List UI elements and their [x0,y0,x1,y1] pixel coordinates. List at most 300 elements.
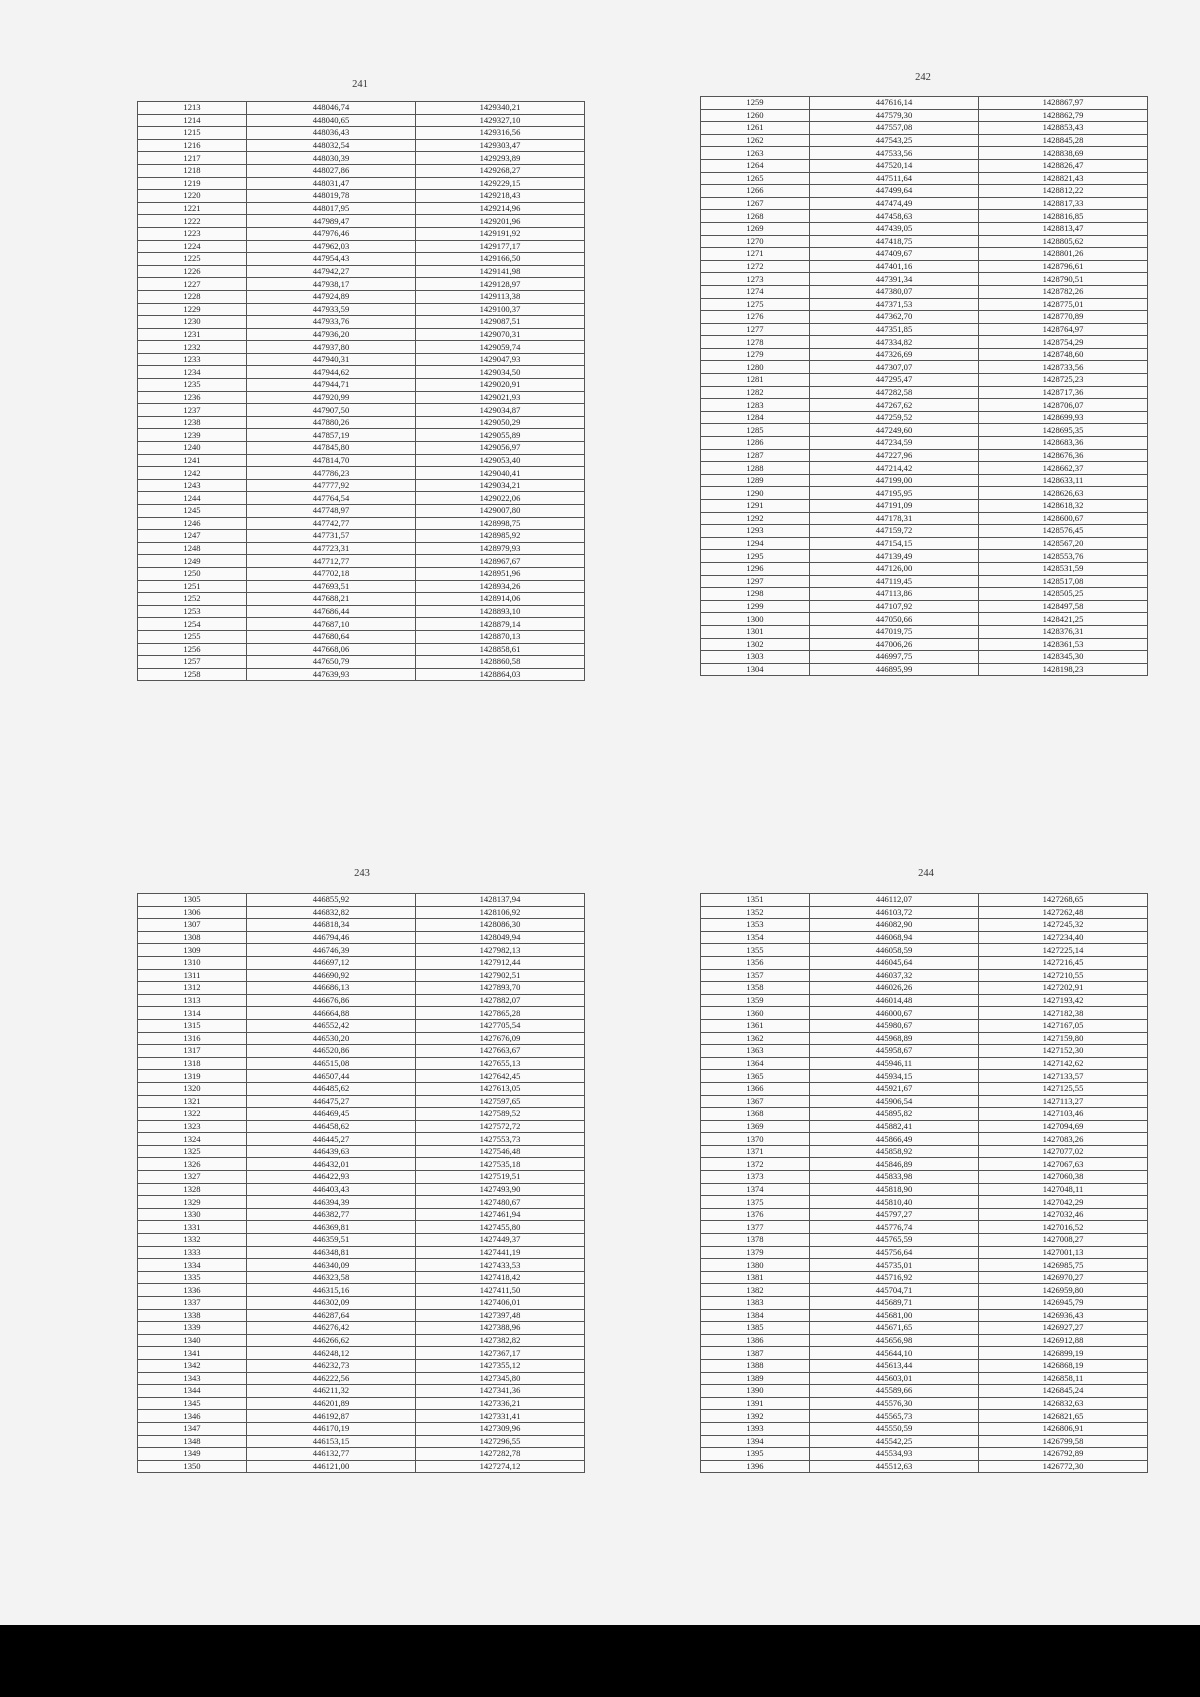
point-number-cell: 1348 [138,1435,247,1448]
point-number-cell: 1279 [701,348,810,361]
y-coordinate-cell: 1426832,63 [979,1397,1148,1410]
point-number-cell: 1281 [701,374,810,387]
x-coordinate-cell: 447857,19 [247,429,416,442]
x-coordinate-cell: 447944,62 [247,366,416,379]
y-coordinate-cell: 1428893,10 [416,605,585,618]
x-coordinate-cell: 446315,16 [247,1284,416,1297]
x-coordinate-cell: 446469,45 [247,1108,416,1121]
y-coordinate-cell: 1427225,14 [979,944,1148,957]
x-coordinate-cell: 446276,42 [247,1322,416,1335]
y-coordinate-cell: 1428801,26 [979,248,1148,261]
y-coordinate-cell: 1428790,51 [979,273,1148,286]
point-number-cell: 1332 [138,1234,247,1247]
table-row [701,474,1148,487]
y-coordinate-cell: 1428979,93 [416,542,585,555]
x-coordinate-cell: 447937,80 [247,341,416,354]
table-row [138,1297,585,1310]
y-coordinate-cell: 1429022,06 [416,492,585,505]
table-row [701,449,1148,462]
point-number-cell: 1240 [138,442,247,455]
x-coordinate-cell: 447686,44 [247,605,416,618]
table-row [138,1045,585,1058]
y-coordinate-cell: 1427597,65 [416,1095,585,1108]
x-coordinate-cell: 447786,23 [247,467,416,480]
y-coordinate-cell: 1427406,01 [416,1297,585,1310]
x-coordinate-cell: 446348,81 [247,1246,416,1259]
table-row [138,227,585,240]
x-coordinate-cell: 445968,89 [810,1032,979,1045]
y-coordinate-cell: 1428376,31 [979,625,1148,638]
x-coordinate-cell: 445565,73 [810,1410,979,1423]
y-coordinate-cell: 1428985,92 [416,530,585,543]
table-row [701,462,1148,475]
x-coordinate-cell: 447199,00 [810,474,979,487]
y-coordinate-cell: 1428106,92 [416,906,585,919]
point-number-cell: 1394 [701,1435,810,1448]
y-coordinate-cell: 1428706,07 [979,399,1148,412]
x-coordinate-cell: 445958,67 [810,1045,979,1058]
x-coordinate-cell: 445934,15 [810,1070,979,1083]
x-coordinate-cell: 447693,51 [247,580,416,593]
table-row [138,1372,585,1385]
point-number-cell: 1337 [138,1297,247,1310]
point-number-cell: 1377 [701,1221,810,1234]
table-row [701,525,1148,538]
y-coordinate-cell: 1428137,94 [416,894,585,907]
x-coordinate-cell: 445882,41 [810,1120,979,1133]
y-coordinate-cell: 1428805,62 [979,235,1148,248]
x-coordinate-cell: 446832,82 [247,906,416,919]
x-coordinate-cell: 447191,09 [810,500,979,513]
table-row [138,152,585,165]
table-row [138,1385,585,1398]
table-row [138,164,585,177]
y-coordinate-cell: 1428699,93 [979,411,1148,424]
point-number-cell: 1376 [701,1208,810,1221]
x-coordinate-cell: 445576,30 [810,1397,979,1410]
y-coordinate-cell: 1427676,09 [416,1032,585,1045]
table-row [701,1171,1148,1184]
point-number-cell: 1312 [138,982,247,995]
table-row [701,1145,1148,1158]
point-number-cell: 1384 [701,1309,810,1322]
y-coordinate-cell: 1428967,67 [416,555,585,568]
point-number-cell: 1220 [138,190,247,203]
y-coordinate-cell: 1427341,36 [416,1385,585,1398]
table-row [138,1183,585,1196]
point-number-cell: 1253 [138,605,247,618]
point-number-cell: 1356 [701,956,810,969]
page-number: 243 [354,868,370,879]
table-row [138,303,585,316]
table-row [701,625,1148,638]
table-row [138,366,585,379]
table-row [701,1221,1148,1234]
x-coordinate-cell: 447178,31 [810,512,979,525]
point-number-cell: 1230 [138,316,247,329]
table-row [138,505,585,518]
point-number-cell: 1274 [701,285,810,298]
x-coordinate-cell: 446132,77 [247,1448,416,1461]
point-number-cell: 1321 [138,1095,247,1108]
y-coordinate-cell: 1429034,50 [416,366,585,379]
point-number-cell: 1359 [701,994,810,1007]
x-coordinate-cell: 445946,11 [810,1057,979,1070]
point-number-cell: 1276 [701,311,810,324]
point-number-cell: 1217 [138,152,247,165]
point-number-cell: 1390 [701,1385,810,1398]
y-coordinate-cell: 1427336,21 [416,1397,585,1410]
point-number-cell: 1218 [138,164,247,177]
x-coordinate-cell: 447511,64 [810,172,979,185]
point-number-cell: 1306 [138,906,247,919]
point-number-cell: 1309 [138,944,247,957]
y-coordinate-cell: 1428576,45 [979,525,1148,538]
table-row [701,1347,1148,1360]
point-number-cell: 1285 [701,424,810,437]
table-row [138,593,585,606]
point-number-cell: 1262 [701,134,810,147]
table-row [701,1032,1148,1045]
table-row [138,994,585,1007]
y-coordinate-cell: 1429191,92 [416,227,585,240]
table-row [701,260,1148,273]
table-row [138,1284,585,1297]
point-number-cell: 1265 [701,172,810,185]
x-coordinate-cell: 446507,44 [247,1070,416,1083]
y-coordinate-cell: 1429316,56 [416,127,585,140]
point-number-cell: 1257 [138,656,247,669]
x-coordinate-cell: 446037,32 [810,969,979,982]
y-coordinate-cell: 1427893,70 [416,982,585,995]
point-number-cell: 1374 [701,1183,810,1196]
table-row [138,278,585,291]
y-coordinate-cell: 1429056,97 [416,442,585,455]
x-coordinate-cell: 445656,98 [810,1334,979,1347]
y-coordinate-cell: 1428517,08 [979,575,1148,588]
x-coordinate-cell: 447195,95 [810,487,979,500]
table-row [701,411,1148,424]
x-coordinate-cell: 445589,66 [810,1385,979,1398]
y-coordinate-cell: 1427546,48 [416,1145,585,1158]
y-coordinate-cell: 1428567,20 [979,537,1148,550]
table-row [701,638,1148,651]
x-coordinate-cell: 446382,77 [247,1208,416,1221]
y-coordinate-cell: 1428553,76 [979,550,1148,563]
x-coordinate-cell: 446485,62 [247,1082,416,1095]
y-coordinate-cell: 1427202,91 [979,982,1148,995]
point-number-cell: 1391 [701,1397,810,1410]
coordinates-table [700,96,1148,676]
point-number-cell: 1315 [138,1019,247,1032]
point-number-cell: 1291 [701,500,810,513]
point-number-cell: 1353 [701,919,810,932]
y-coordinate-cell: 1426772,30 [979,1460,1148,1473]
y-coordinate-cell: 1428676,36 [979,449,1148,462]
table-row [701,222,1148,235]
table-row [701,982,1148,995]
coordinates-table [137,101,585,681]
x-coordinate-cell: 446697,12 [247,956,416,969]
point-number-cell: 1232 [138,341,247,354]
point-number-cell: 1365 [701,1070,810,1083]
table-row [701,663,1148,676]
x-coordinate-cell: 447880,26 [247,416,416,429]
x-coordinate-cell: 447520,14 [810,159,979,172]
table-row [701,1057,1148,1070]
point-number-cell: 1259 [701,97,810,110]
coordinates-table [137,893,585,1473]
point-number-cell: 1352 [701,906,810,919]
x-coordinate-cell: 448017,95 [247,202,416,215]
table-row [138,1460,585,1473]
y-coordinate-cell: 1429070,31 [416,328,585,341]
y-coordinate-cell: 1429050,29 [416,416,585,429]
table-row [138,1234,585,1247]
x-coordinate-cell: 446248,12 [247,1347,416,1360]
table-row [138,442,585,455]
table-row [701,537,1148,550]
x-coordinate-cell: 446686,13 [247,982,416,995]
x-coordinate-cell: 447458,63 [810,210,979,223]
point-number-cell: 1215 [138,127,247,140]
point-number-cell: 1396 [701,1460,810,1473]
point-number-cell: 1290 [701,487,810,500]
x-coordinate-cell: 445534,93 [810,1448,979,1461]
y-coordinate-cell: 1428683,36 [979,437,1148,450]
point-number-cell: 1327 [138,1171,247,1184]
y-coordinate-cell: 1428748,60 [979,348,1148,361]
point-number-cell: 1250 [138,567,247,580]
point-number-cell: 1320 [138,1082,247,1095]
table-row [701,1246,1148,1259]
table-row [138,1070,585,1083]
x-coordinate-cell: 446266,62 [247,1334,416,1347]
y-coordinate-cell: 1426970,27 [979,1271,1148,1284]
table-row [138,1082,585,1095]
y-coordinate-cell: 1428838,69 [979,147,1148,160]
table-row [701,1322,1148,1335]
point-number-cell: 1382 [701,1284,810,1297]
y-coordinate-cell: 1428764,97 [979,323,1148,336]
point-number-cell: 1316 [138,1032,247,1045]
x-coordinate-cell: 445921,67 [810,1082,979,1095]
y-coordinate-cell: 1427094,69 [979,1120,1148,1133]
x-coordinate-cell: 446058,59 [810,944,979,957]
point-number-cell: 1373 [701,1171,810,1184]
y-coordinate-cell: 1427167,05 [979,1019,1148,1032]
y-coordinate-cell: 1427553,73 [416,1133,585,1146]
x-coordinate-cell: 447845,80 [247,442,416,455]
x-coordinate-cell: 446170,19 [247,1422,416,1435]
table-row [138,1397,585,1410]
y-coordinate-cell: 1427655,13 [416,1057,585,1070]
table-row [701,575,1148,588]
table-row [701,1082,1148,1095]
y-coordinate-cell: 1427210,55 [979,969,1148,982]
x-coordinate-cell: 447119,45 [810,575,979,588]
y-coordinate-cell: 1428817,33 [979,197,1148,210]
x-coordinate-cell: 447557,08 [810,122,979,135]
point-number-cell: 1372 [701,1158,810,1171]
y-coordinate-cell: 1427912,44 [416,956,585,969]
point-number-cell: 1340 [138,1334,247,1347]
y-coordinate-cell: 1427048,11 [979,1183,1148,1196]
x-coordinate-cell: 447920,99 [247,391,416,404]
y-coordinate-cell: 1427262,48 [979,906,1148,919]
table-row [701,1309,1148,1322]
point-number-cell: 1221 [138,202,247,215]
y-coordinate-cell: 1426821,65 [979,1410,1148,1423]
y-coordinate-cell: 1427077,02 [979,1145,1148,1158]
table-row [701,1385,1148,1398]
x-coordinate-cell: 445895,82 [810,1108,979,1121]
x-coordinate-cell: 445644,10 [810,1347,979,1360]
y-coordinate-cell: 1427193,42 [979,994,1148,1007]
point-number-cell: 1268 [701,210,810,223]
x-coordinate-cell: 447474,49 [810,197,979,210]
x-coordinate-cell: 446997,75 [810,651,979,664]
x-coordinate-cell: 447533,56 [810,147,979,160]
point-number-cell: 1233 [138,353,247,366]
x-coordinate-cell: 447139,49 [810,550,979,563]
point-number-cell: 1266 [701,185,810,198]
point-number-cell: 1342 [138,1359,247,1372]
y-coordinate-cell: 1428695,35 [979,424,1148,437]
y-coordinate-cell: 1429218,43 [416,190,585,203]
point-number-cell: 1303 [701,651,810,664]
y-coordinate-cell: 1427103,46 [979,1108,1148,1121]
point-number-cell: 1284 [701,411,810,424]
table-row [701,1183,1148,1196]
point-number-cell: 1255 [138,630,247,643]
y-coordinate-cell: 1428754,29 [979,336,1148,349]
point-number-cell: 1338 [138,1309,247,1322]
table-row [138,416,585,429]
x-coordinate-cell: 445689,71 [810,1297,979,1310]
y-coordinate-cell: 1428864,03 [416,668,585,681]
table-row [138,668,585,681]
x-coordinate-cell: 448031,47 [247,177,416,190]
point-number-cell: 1343 [138,1372,247,1385]
x-coordinate-cell: 447249,60 [810,424,979,437]
point-number-cell: 1254 [138,618,247,631]
table-row [138,567,585,580]
point-number-cell: 1213 [138,102,247,115]
x-coordinate-cell: 447295,47 [810,374,979,387]
y-coordinate-cell: 1429055,89 [416,429,585,442]
table-row [138,253,585,266]
point-number-cell: 1345 [138,1397,247,1410]
x-coordinate-cell: 446439,63 [247,1145,416,1158]
y-coordinate-cell: 1427705,54 [416,1019,585,1032]
y-coordinate-cell: 1427016,52 [979,1221,1148,1234]
point-number-cell: 1334 [138,1259,247,1272]
table-row [701,1410,1148,1423]
table-row [138,1448,585,1461]
point-number-cell: 1369 [701,1120,810,1133]
point-number-cell: 1325 [138,1145,247,1158]
x-coordinate-cell: 445603,01 [810,1372,979,1385]
table-row [138,467,585,480]
table-row [701,1196,1148,1209]
table-row [701,487,1148,500]
point-number-cell: 1304 [701,663,810,676]
point-number-cell: 1224 [138,240,247,253]
table-row [701,1271,1148,1284]
x-coordinate-cell: 447154,15 [810,537,979,550]
table-row [701,1448,1148,1461]
point-number-cell: 1330 [138,1208,247,1221]
x-coordinate-cell: 446340,09 [247,1259,416,1272]
table-row [138,618,585,631]
coordinates-table [700,893,1148,1473]
y-coordinate-cell: 1426927,27 [979,1322,1148,1335]
point-number-cell: 1319 [138,1070,247,1083]
point-number-cell: 1216 [138,139,247,152]
point-number-cell: 1380 [701,1259,810,1272]
point-number-cell: 1295 [701,550,810,563]
x-coordinate-cell: 447944,71 [247,379,416,392]
table-row [138,894,585,907]
x-coordinate-cell: 447764,54 [247,492,416,505]
y-coordinate-cell: 1428951,96 [416,567,585,580]
x-coordinate-cell: 446323,58 [247,1271,416,1284]
table-row [138,1007,585,1020]
table-row [138,1435,585,1448]
point-number-cell: 1335 [138,1271,247,1284]
y-coordinate-cell: 1429040,41 [416,467,585,480]
y-coordinate-cell: 1426806,91 [979,1422,1148,1435]
point-number-cell: 1275 [701,298,810,311]
y-coordinate-cell: 1427493,90 [416,1183,585,1196]
x-coordinate-cell: 447006,26 [810,638,979,651]
table-row [138,605,585,618]
y-coordinate-cell: 1426799,58 [979,1435,1148,1448]
point-number-cell: 1393 [701,1422,810,1435]
y-coordinate-cell: 1427480,67 [416,1196,585,1209]
y-coordinate-cell: 1428198,23 [979,663,1148,676]
y-coordinate-cell: 1428345,30 [979,651,1148,664]
point-number-cell: 1256 [138,643,247,656]
point-number-cell: 1385 [701,1322,810,1335]
point-number-cell: 1379 [701,1246,810,1259]
x-coordinate-cell: 447731,57 [247,530,416,543]
x-coordinate-cell: 445866,49 [810,1133,979,1146]
point-number-cell: 1271 [701,248,810,261]
point-number-cell: 1349 [138,1448,247,1461]
x-coordinate-cell: 447259,52 [810,411,979,424]
table-row [701,1007,1148,1020]
point-number-cell: 1361 [701,1019,810,1032]
x-coordinate-cell: 447933,59 [247,303,416,316]
point-number-cell: 1378 [701,1234,810,1247]
y-coordinate-cell: 1428796,61 [979,260,1148,273]
x-coordinate-cell: 445550,59 [810,1422,979,1435]
table-row [138,1334,585,1347]
x-coordinate-cell: 446068,94 [810,931,979,944]
point-number-cell: 1237 [138,404,247,417]
x-coordinate-cell: 447543,25 [810,134,979,147]
point-number-cell: 1289 [701,474,810,487]
table-row [701,361,1148,374]
table-row [701,1397,1148,1410]
table-row [138,1208,585,1221]
x-coordinate-cell: 446475,27 [247,1095,416,1108]
y-coordinate-cell: 1428934,26 [416,580,585,593]
x-coordinate-cell: 447712,77 [247,555,416,568]
point-number-cell: 1300 [701,613,810,626]
